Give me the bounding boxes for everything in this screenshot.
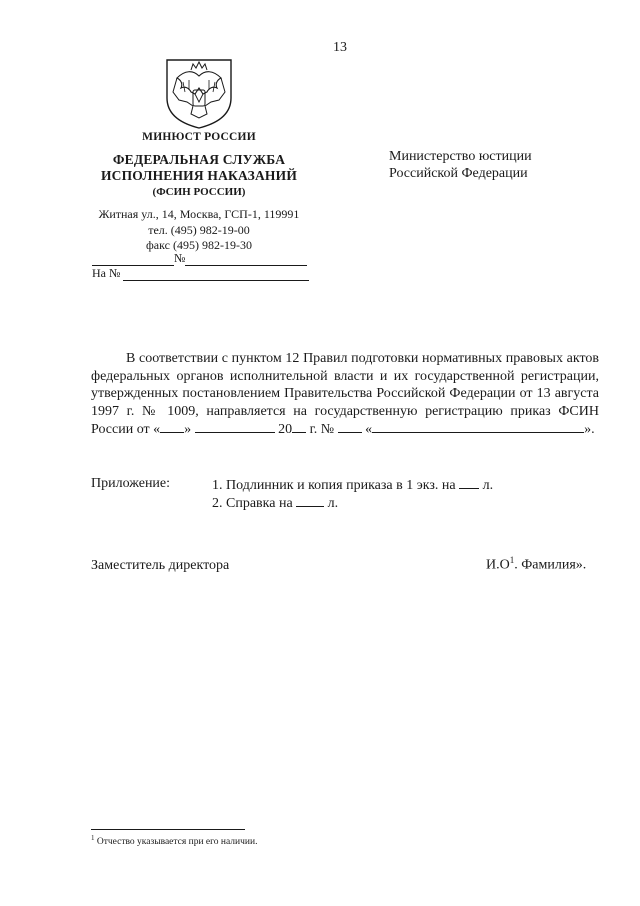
footnote-separator xyxy=(91,829,245,830)
recipient xyxy=(389,148,532,182)
page-number: 13 xyxy=(333,40,347,55)
attachment-item-1 xyxy=(212,476,493,494)
footnote-ref: 1 xyxy=(509,555,515,565)
body-title-close: ». xyxy=(584,422,595,438)
order-number-blank xyxy=(338,420,362,433)
attachment-item-2-text: 2. Справка на xyxy=(212,496,293,511)
body-text-main: В соответствии с пунктом 12 Правил подготовки нормативных правовых актов федеральных органов исполнительной власти и их государственной регистрации, утвержденных постановлением Правительства Российской Федерации от 13 августа 1997 г. № 1009, направляется на государственную регистрацию приказ ФСИН России от « xyxy=(91,351,599,438)
body-title-open: « xyxy=(365,422,373,438)
recipient-line2: Российской Федерации xyxy=(389,166,528,181)
number-sign: № xyxy=(174,251,186,265)
attachment-item-1-unit: л. xyxy=(482,478,494,493)
order-title-blank xyxy=(372,420,584,433)
service-name-line2: ИСПОЛНЕНИЯ НАКАЗАНИЙ xyxy=(100,168,298,183)
body-quote-close: » xyxy=(184,422,192,438)
reply-label: На № xyxy=(92,266,121,280)
attachment-item-2 xyxy=(212,494,338,512)
footnote-text: Отчество указывается при его наличии. xyxy=(96,837,258,848)
sheet-count-blank-1 xyxy=(459,476,479,489)
sheet-count-blank-2 xyxy=(296,494,324,507)
date-blank xyxy=(92,252,174,266)
day-blank xyxy=(160,420,184,433)
signatory-name xyxy=(486,555,586,574)
reply-reference-line xyxy=(92,266,309,281)
body-year: 20 xyxy=(278,422,293,438)
service-name-line1: ФЕДЕРАЛЬНАЯ СЛУЖБА xyxy=(112,152,286,167)
number-blank xyxy=(185,252,307,266)
service-abbreviation: (ФСИН РОССИИ) xyxy=(152,186,246,198)
recipient-line1: Министерство юстиции xyxy=(389,149,532,164)
signatory-position: Заместитель директора xyxy=(91,558,230,573)
ministry-name: МИНЮСТ РОССИИ xyxy=(142,131,256,143)
attachment-item-2-unit: л. xyxy=(327,496,339,511)
attachment-item-1-text: 1. Подлинник и копия приказа в 1 экз. на xyxy=(212,478,456,493)
coat-of-arms-emblem xyxy=(163,58,235,130)
reply-blank xyxy=(123,267,309,281)
letter-body xyxy=(91,350,599,439)
body-order-number-label: г. № xyxy=(309,422,335,438)
signatory-initials: И.О xyxy=(486,557,510,573)
footnote xyxy=(91,834,257,847)
attachments-label: Приложение: xyxy=(91,476,171,491)
month-blank xyxy=(195,420,275,433)
phone: тел. (495) 982-19-00 xyxy=(148,223,250,237)
outgoing-number-line xyxy=(92,251,307,266)
footnote-marker: 1 xyxy=(91,834,95,842)
address: Житная ул., 14, Москва, ГСП-1, 119991 xyxy=(98,207,300,221)
year-blank xyxy=(292,420,306,433)
fax: факс (495) 982-19-30 xyxy=(146,238,252,252)
signatory-surname: . Фамилия». xyxy=(514,557,587,573)
